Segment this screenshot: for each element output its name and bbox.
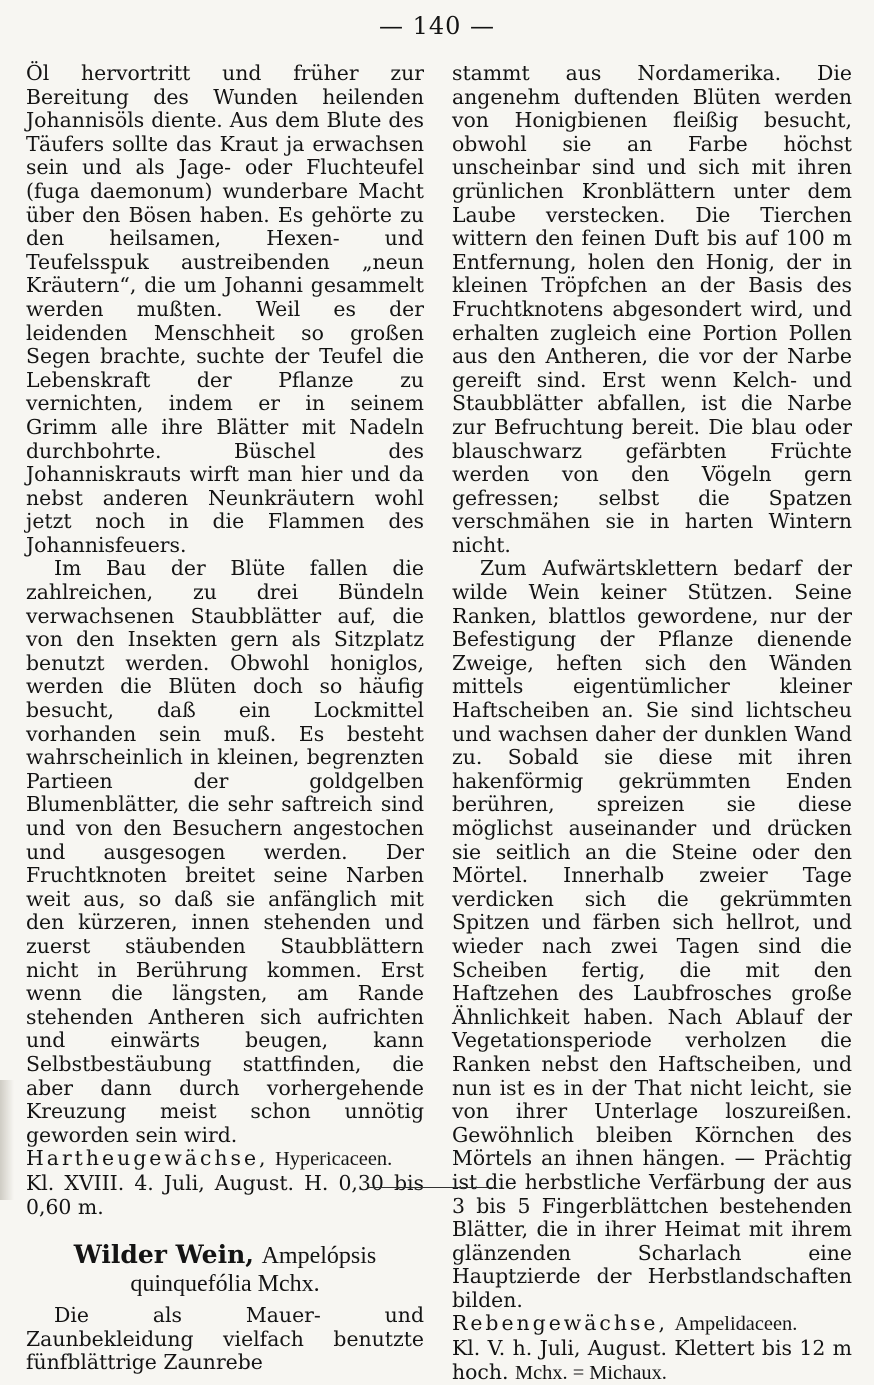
paragraph-johanniskraut-lore: Öl hervortritt und früher zur Bereitung des Wunden heilenden Johannisöls diente. Aus dem Blute des Täufers sollte das Kraut ja erwachsen sein und als Jage- oder Fluchteufel (fuga daemonum) wunderbare Macht über den Bösen haben. Es gehörte zu den heilsamen, Hexen- und Teufelsspuk austreibenden „neun Kräutern“, die um Johanni gesammelt werden mußten. Weil es der leidenden Menschheit so großen Segen brachte, suchte der Teufel die Lebenskraft der Pflanze zu vernichten, indem er in seinem Grimm alle ihre Blätter mit Nadeln durchbohrte. Büschel des Johanniskrauts wirft man hier und da nebst anderen Neunkräutern wohl jetzt noch in die Flammen des Johannisfeuers. — [26, 61, 424, 557]
page-number: — 140 — — [378, 12, 496, 40]
family-latin: Ampelidaceen. — [674, 1313, 798, 1336]
right-column — [452, 62, 852, 1385]
bottom-rule — [368, 1187, 496, 1188]
family-line-ampelidaceae — [452, 1312, 852, 1337]
paragraph-wilder-wein-climbing: Zum Aufwärtsklettern bedarf der wilde Wein keiner Stützen. Seine Ranken, blattlos gewordene, nur der Befestigung der Pflanze dienende Zweige, heften sich den Wänden mittels eigentümlicher kleiner Haftscheiben an. Sie sind lichtscheu und wachsen daher der dunklen Wand zu. Sobald sie diese mit ihren hakenförmig gekrümmten Enden berühren, spreizen sie diese möglichst auseinander und drücken sie seitlich an die Steine oder den Mörtel. Innerhalb zweier Tage verdicken sich die gekrümmten Spitzen und färben sich hellrot, und wieder nach zwei Tagen sind die Scheiben fertig, die mit den Haftzehen des Laubfrosches große Ähnlichkeit haben. Nach Ablauf der Vegetationsperiode verholzen die Ranken nebst den Haftscheiben, und nun ist es in der That nicht leicht, sie von ihrer Unterlage loszureißen. Gewöhnlich bleiben Körnchen des Mörtels an ihnen hängen. — Prächtig ist die herbstliche Verfärbung der aus 3 bis 5 Fingerblättchen bestehenden Blätter, die in ihrer Heimat mit ihrem glänzenden Scharlach eine Hauptzierde der Herbstlandschaften bilden. — [452, 556, 852, 1312]
left-column — [26, 62, 424, 1375]
paragraph-johanniskraut-flower: Im Bau der Blüte fallen die zahlreichen, zu drei Bündeln verwachsenen Staubblätter auf, die von den Insekten gern als Sitzplatz benutzt werden. Obwohl honiglos, werden die Blüten doch so häufig besucht, daß ein Lockmittel vorhanden sein muß. Es besteht wahrscheinlich in kleinen, begrenzten Partieen der goldgelben Blumenblätter, die sehr saftreich sind und von den Besuchern angestochen und ausgesogen werden. Der Fruchtknoten breitet seine Narben weit aus, so daß sie anfänglich mit den kürzeren, innen stehenden und zuerst stäubenden Staubblättern nicht in Berührung kommen. Erst wenn die längsten, am Rande stehenden Antheren sich aufrichten und einwärts beugen, kann Selbstbestäubung stattfinden, die aber dann durch vorhergehende Kreuzung meist schon unnötig geworden sein wird. — [26, 556, 424, 1147]
family-latin: Hypericaceen. — [275, 1148, 393, 1171]
class-info-ampelopsis — [452, 1337, 852, 1385]
paragraph-wilder-wein-flowers: stammt aus Nordamerika. Die angenehm duftenden Blüten werden von Honigbienen fleißig besucht, obwohl sie an Farbe höchst unscheinbar sind und sich mit ihren grünlichen Kronblättern unter dem Laube verstecken. Die Tierchen wittern den feinen Duft bis auf 100 m Entfernung, holen den Honig, der in kleinen Tröpfchen an der Basis des Fruchtknotens abgesondert wird, und erhalten zugleich eine Portion Pollen aus den Antheren, die vor der Narbe gereift sind. Erst wenn Kelch- und Staubblätter abfallen, ist die Narbe zur Befruchtung bereit. Die blau oder blauschwarz gefärbten Früchte werden von den Vögeln gern gefressen; selbst die Spatzen verschmähen sie in harten Wintern nicht. — [452, 61, 852, 557]
heading-latin-species: quinquefólia Mchx. — [130, 1271, 320, 1298]
heading-latin-genus: Ampelópsis — [261, 1243, 377, 1270]
scan-edge-shadow — [0, 1080, 14, 1200]
class-info-hypericum: Kl. XVIII. 4. Juli, August. H. 0,30 bis 0,60 m. — [26, 1170, 424, 1219]
paragraph-wilder-wein-intro: Die als Mauer- und Zaunbekleidung vielfach benutzte fünfblättrige Zaunrebe — [26, 1303, 424, 1375]
abbreviation-note: Mchx. = Michaux. — [514, 1361, 667, 1384]
family-german: Rebengewächse, — [452, 1311, 668, 1336]
heading-name: Wilder Wein, — [73, 1240, 254, 1270]
family-line-hypericaceae — [26, 1147, 424, 1172]
class-info-line: Kl. V. h. Juli, August. Klettert bis 12 m hoch. — [452, 1336, 852, 1384]
section-heading-wilder-wein — [26, 1241, 424, 1298]
family-german: Hartheugewächse, — [26, 1146, 269, 1171]
